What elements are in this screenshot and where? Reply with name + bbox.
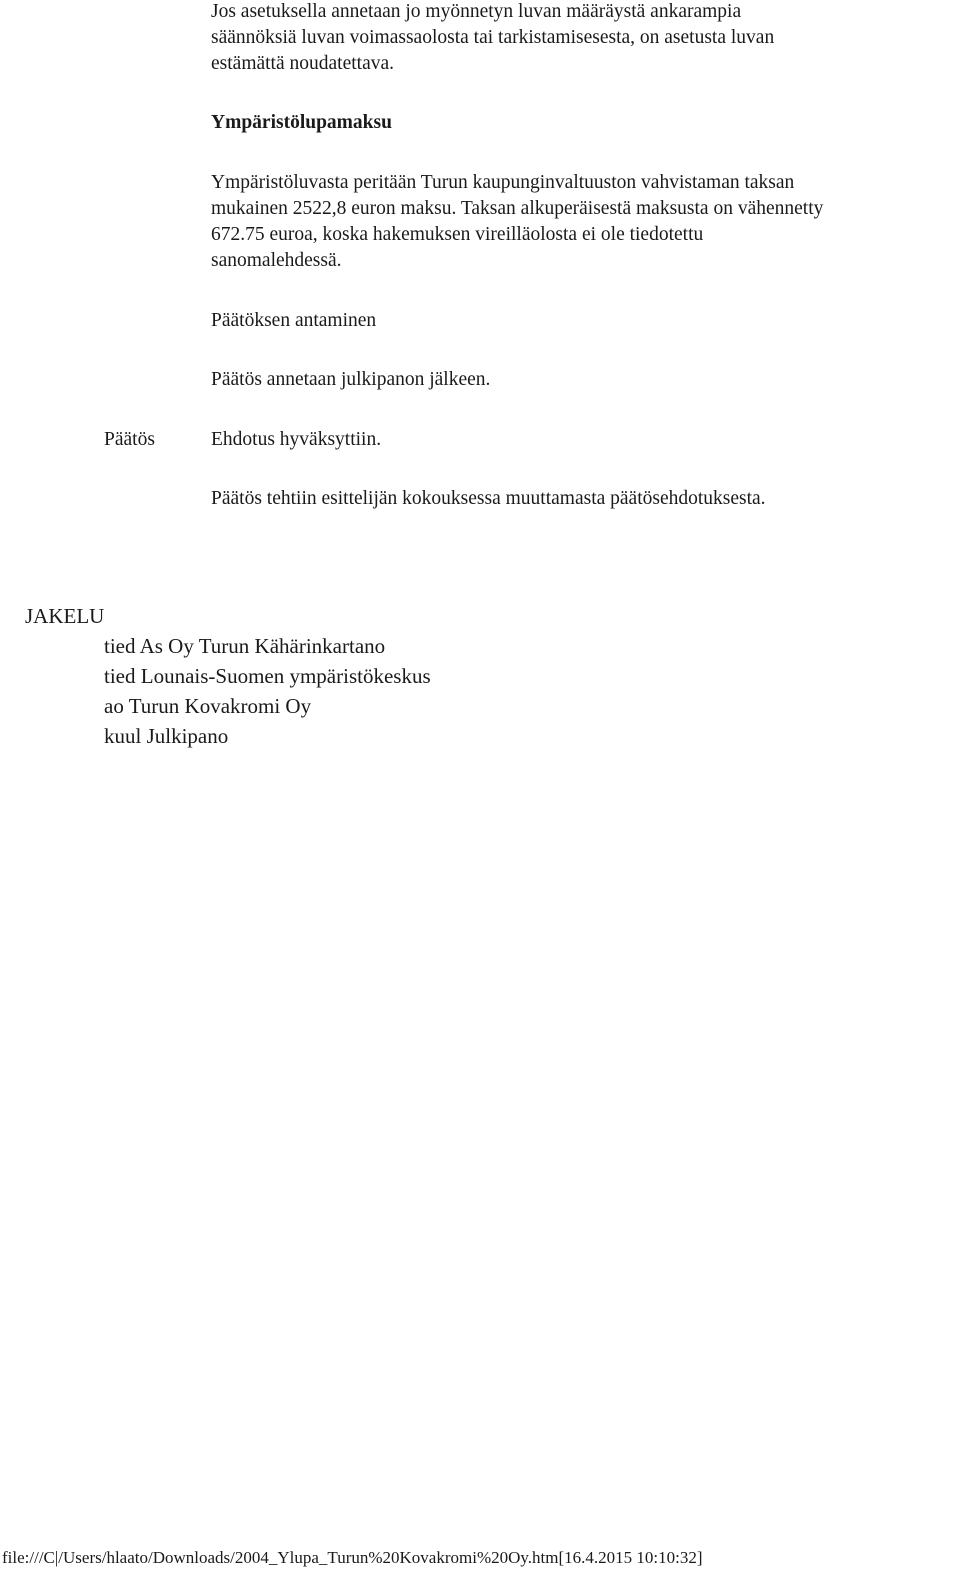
fee-line: Ympäristöluvasta peritään Turun kaupunginvaltuuston vahvistaman taksan	[211, 172, 795, 193]
intro-line: säännöksiä luvan voimassaolosta tai tarkistamisesesta, on asetusta luvan	[211, 27, 775, 48]
distribution-heading: JAKELU	[25, 604, 105, 628]
fee-line: mukainen 2522,8 euron maksu. Taksan alkuperäisestä maksusta on vähennetty	[211, 198, 824, 219]
distribution-item: ao Turun Kovakromi Oy	[104, 694, 312, 718]
distribution-item: tied As Oy Turun Kähärinkartano	[104, 634, 386, 658]
decision-note: Päätös tehtiin esittelijän kokouksessa muuttamasta päätösehdotuksesta.	[211, 488, 766, 509]
fee-section-heading: Ympäristölupamaksu	[211, 112, 392, 133]
decision-text: Ehdotus hyväksyttiin.	[211, 429, 382, 450]
distribution-item: tied Lounais-Suomen ympäristökeskus	[104, 664, 431, 688]
issuance-heading: Päätöksen antaminen	[211, 310, 377, 331]
footer-file-path: file:///C|/Users/hlaato/Downloads/2004_Ylupa_Turun%20Kovakromi%20Oy.htm[16.4.2015 10:10:32]	[2, 1548, 703, 1567]
distribution-item: kuul Julkipano	[104, 724, 229, 748]
distribution-list	[104, 631, 431, 751]
intro-line: estämättä noudatettava.	[211, 53, 395, 74]
fee-line: sanomalehdessä.	[211, 250, 342, 271]
fee-line: 672.75 euroa, koska hakemuksen vireilläolosta ei ole tiedotettu	[211, 224, 704, 245]
issuance-text: Päätös annetaan julkipanon jälkeen.	[211, 369, 491, 390]
fee-section-paragraph	[211, 170, 823, 274]
intro-line: Jos asetuksella annetaan jo myönnetyn luvan määräystä ankarampia	[211, 1, 742, 22]
decision-label: Päätös	[104, 429, 155, 450]
intro-paragraph	[211, 0, 774, 77]
